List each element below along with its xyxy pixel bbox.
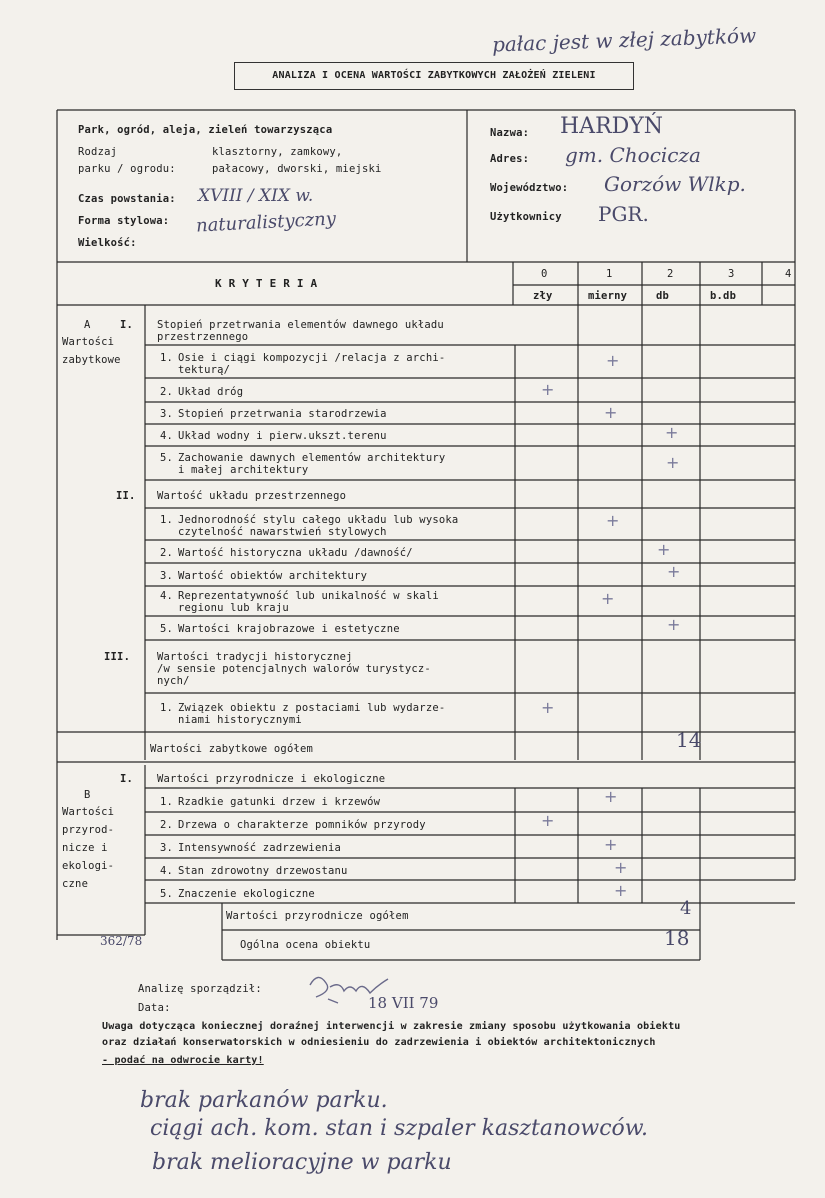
bottom-note-3: brak melioracyjne w parku xyxy=(152,1150,452,1175)
group-2-roman: II. xyxy=(116,490,136,502)
group-3-title-3: nych/ xyxy=(157,675,190,687)
mark-b-item-1: + xyxy=(604,787,618,806)
g2-item-4-line-1: Reprezentatywność lub unikalność w skali xyxy=(178,590,439,602)
rodzaj-option-1: klasztorny, zamkowy, xyxy=(212,146,343,158)
g2-item-2-line-1: Wartość historyczna układu /dawność/ xyxy=(178,547,413,559)
sporzadzil-label: Analizę sporządził: xyxy=(138,983,262,995)
overall-value: 18 xyxy=(664,926,690,950)
b-item-5-line-1: Znaczenie ekologiczne xyxy=(178,888,315,900)
uzytkownicy-value: PGR. xyxy=(598,202,649,226)
czas-label: Czas powstania: xyxy=(78,193,176,205)
mark-g1-item-2: + xyxy=(541,380,555,399)
forma-value: naturalistyczny xyxy=(195,208,337,237)
group-1-title-2: przestrzennego xyxy=(157,331,249,343)
mark-g2-item-2: + xyxy=(657,540,671,559)
g3-item-1-line-1: Związek obiektu z postaciami lub wydarze- xyxy=(178,702,446,714)
g2-item-3-line-1: Wartość obiektów architektury xyxy=(178,570,368,582)
bottom-note-2: ciągi ach. kom. stan i szpaler kasztanowców. xyxy=(150,1116,648,1141)
b-item-4-num: 4. xyxy=(160,865,174,877)
g1-item-4-num: 4. xyxy=(160,430,174,442)
mark-g2-item-1: + xyxy=(606,511,620,530)
czas-value: XVIII / XIX w. xyxy=(198,186,314,206)
score-0: 0 xyxy=(541,268,548,280)
wojewodztwo-value: Gorzów Wlkp. xyxy=(604,172,746,196)
g1-item-4-line-1: Układ wodny i pierw.ukszt.terenu xyxy=(178,430,387,442)
score-4: 4 xyxy=(785,268,792,280)
g1-item-1-num: 1. xyxy=(160,352,174,364)
b-item-3-num: 3. xyxy=(160,842,174,854)
group-3-title-2: /w sensie potencjalnych walorów turystycz- xyxy=(157,663,431,675)
grade-db: db xyxy=(656,290,670,302)
b-item-1-num: 1. xyxy=(160,796,174,808)
g2-item-4-num: 4. xyxy=(160,590,174,602)
section-b-label-1: Wartości xyxy=(62,806,115,818)
section-a-total-label: Wartości zabytkowe ogółem xyxy=(150,743,314,755)
section-b-label-5: czne xyxy=(62,878,89,890)
mark-g1-item-1: + xyxy=(606,351,620,370)
mark-b-item-4: + xyxy=(614,858,628,877)
mark-b-item-2: + xyxy=(541,811,555,830)
mark-g3-item-1: + xyxy=(541,698,555,717)
b-item-2-line-1: Drzewa o charakterze pomników przyrody xyxy=(178,819,426,831)
g2-item-1-num: 1. xyxy=(160,514,174,526)
uwaga-line-3: - podać na odwrocie karty! xyxy=(102,1055,264,1066)
data-label: Data: xyxy=(138,1002,171,1014)
rodzaj-option-2: pałacowy, dworski, miejski xyxy=(212,163,382,175)
section-a-total-value: 14 xyxy=(676,728,702,752)
score-2: 2 xyxy=(667,268,674,280)
mark-g1-item-3: + xyxy=(604,403,618,422)
group-3-title-1: Wartości tradycji historycznej xyxy=(157,651,353,663)
section-b-total-label: Wartości przyrodnicze ogółem xyxy=(226,910,409,922)
section-b-total-value: 4 xyxy=(680,898,692,919)
g2-item-1-line-2: czytelność nawarstwień stylowych xyxy=(178,526,387,538)
b-item-4-line-1: Stan zdrowotny drzewostanu xyxy=(178,865,348,877)
section-b-label-4: ekologi- xyxy=(62,860,115,872)
g2-item-3-num: 3. xyxy=(160,570,174,582)
g1-item-1-line-2: tekturą/ xyxy=(178,364,231,376)
g3-item-1-line-2: niami historycznymi xyxy=(178,714,302,726)
grade-mierny: mierny xyxy=(588,290,628,302)
uwaga-line-2: oraz działań konserwatorskich w odniesieniu do zadrzewienia i obiektów architektonicznych xyxy=(102,1037,656,1048)
data-value: 18 VII 79 xyxy=(368,994,439,1012)
uwaga-line-1: Uwaga dotycząca koniecznej doraźnej interwencji w zakresie zmiany sposobu użytkowania obiektu xyxy=(102,1021,681,1032)
mark-b-item-5: + xyxy=(614,881,628,900)
rodzaj-label: Rodzaj xyxy=(78,146,118,158)
g1-item-3-num: 3. xyxy=(160,408,174,420)
section-a-label-2: zabytkowe xyxy=(62,354,121,366)
park-label: Park, ogród, aleja, zieleń towarzysząca xyxy=(78,124,333,136)
mark-g2-item-4: + xyxy=(601,589,615,608)
nazwa-value: HARDYŃ xyxy=(560,114,664,139)
uzytkownicy-label: Użytkownicy xyxy=(490,211,562,223)
g2-item-2-num: 2. xyxy=(160,547,174,559)
g1-item-2-line-1: Układ dróg xyxy=(178,386,244,398)
section-b-title: Wartości przyrodnicze i ekologiczne xyxy=(157,773,386,785)
g1-item-1-line-1: Osie i ciągi kompozycji /relacja z archi- xyxy=(178,352,446,364)
section-a-roman: I. xyxy=(120,319,134,331)
grade-zly: zły xyxy=(533,290,553,302)
group-1-title: Stopień przetrwania elementów dawnego układu xyxy=(157,319,444,331)
top-handwritten-note: pałac jest w złej zabytków xyxy=(491,23,757,57)
group-3-roman: III. xyxy=(104,651,131,663)
g1-item-2-num: 2. xyxy=(160,386,174,398)
score-3: 3 xyxy=(728,268,735,280)
score-1: 1 xyxy=(606,268,613,280)
g3-item-1-num: 1. xyxy=(160,702,174,714)
mark-g1-item-4: + xyxy=(665,423,679,442)
g1-item-3-line-1: Stopień przetrwania starodrzewia xyxy=(178,408,387,420)
g1-item-5-line-2: i małej architektury xyxy=(178,464,309,476)
adres-value: gm. Chocicza xyxy=(565,143,701,167)
section-b-letter: B xyxy=(84,789,91,801)
wojewodztwo-label: Województwo: xyxy=(490,182,569,194)
g2-item-5-num: 5. xyxy=(160,623,174,635)
g1-item-5-num: 5. xyxy=(160,452,174,464)
g2-item-4-line-2: regionu lub kraju xyxy=(178,602,289,614)
kryteria-heading: K R Y T E R I A xyxy=(215,277,318,290)
g2-item-1-line-1: Jednorodność stylu całego układu lub wysoka xyxy=(178,514,459,526)
b-item-5-num: 5. xyxy=(160,888,174,900)
section-b-roman: I. xyxy=(120,773,134,785)
reference-number: 362/78 xyxy=(100,934,143,948)
b-item-2-num: 2. xyxy=(160,819,174,831)
wielkosc-label: Wielkość: xyxy=(78,237,137,249)
overall-label: Ogólna ocena obiektu xyxy=(240,939,371,951)
form-title: ANALIZA I OCENA WARTOŚCI ZABYTKOWYCH ZAŁOŻEŃ ZIELENI xyxy=(234,62,634,90)
section-b-label-2: przyrod- xyxy=(62,824,115,836)
parku-label: parku / ogrodu: xyxy=(78,163,176,175)
mark-g2-item-3: + xyxy=(667,562,681,581)
section-a-letter: A xyxy=(84,319,91,331)
group-2-title: Wartość układu przestrzennego xyxy=(157,490,347,502)
section-b-label-3: nicze i xyxy=(62,842,108,854)
mark-g2-item-5: + xyxy=(667,615,681,634)
mark-g1-item-5: + xyxy=(666,453,680,472)
forma-label: Forma stylowa: xyxy=(78,215,170,227)
grade-bdb: b.db xyxy=(710,290,737,302)
section-a-label-1: Wartości xyxy=(62,336,115,348)
b-item-3-line-1: Intensywność zadrzewienia xyxy=(178,842,342,854)
bottom-note-1: brak parkanów parku. xyxy=(140,1088,388,1113)
mark-b-item-3: + xyxy=(604,835,618,854)
nazwa-label: Nazwa: xyxy=(490,127,530,139)
adres-label: Adres: xyxy=(490,153,530,165)
b-item-1-line-1: Rzadkie gatunki drzew i krzewów xyxy=(178,796,381,808)
g1-item-5-line-1: Zachowanie dawnych elementów architektury xyxy=(178,452,446,464)
g2-item-5-line-1: Wartości krajobrazowe i estetyczne xyxy=(178,623,400,635)
